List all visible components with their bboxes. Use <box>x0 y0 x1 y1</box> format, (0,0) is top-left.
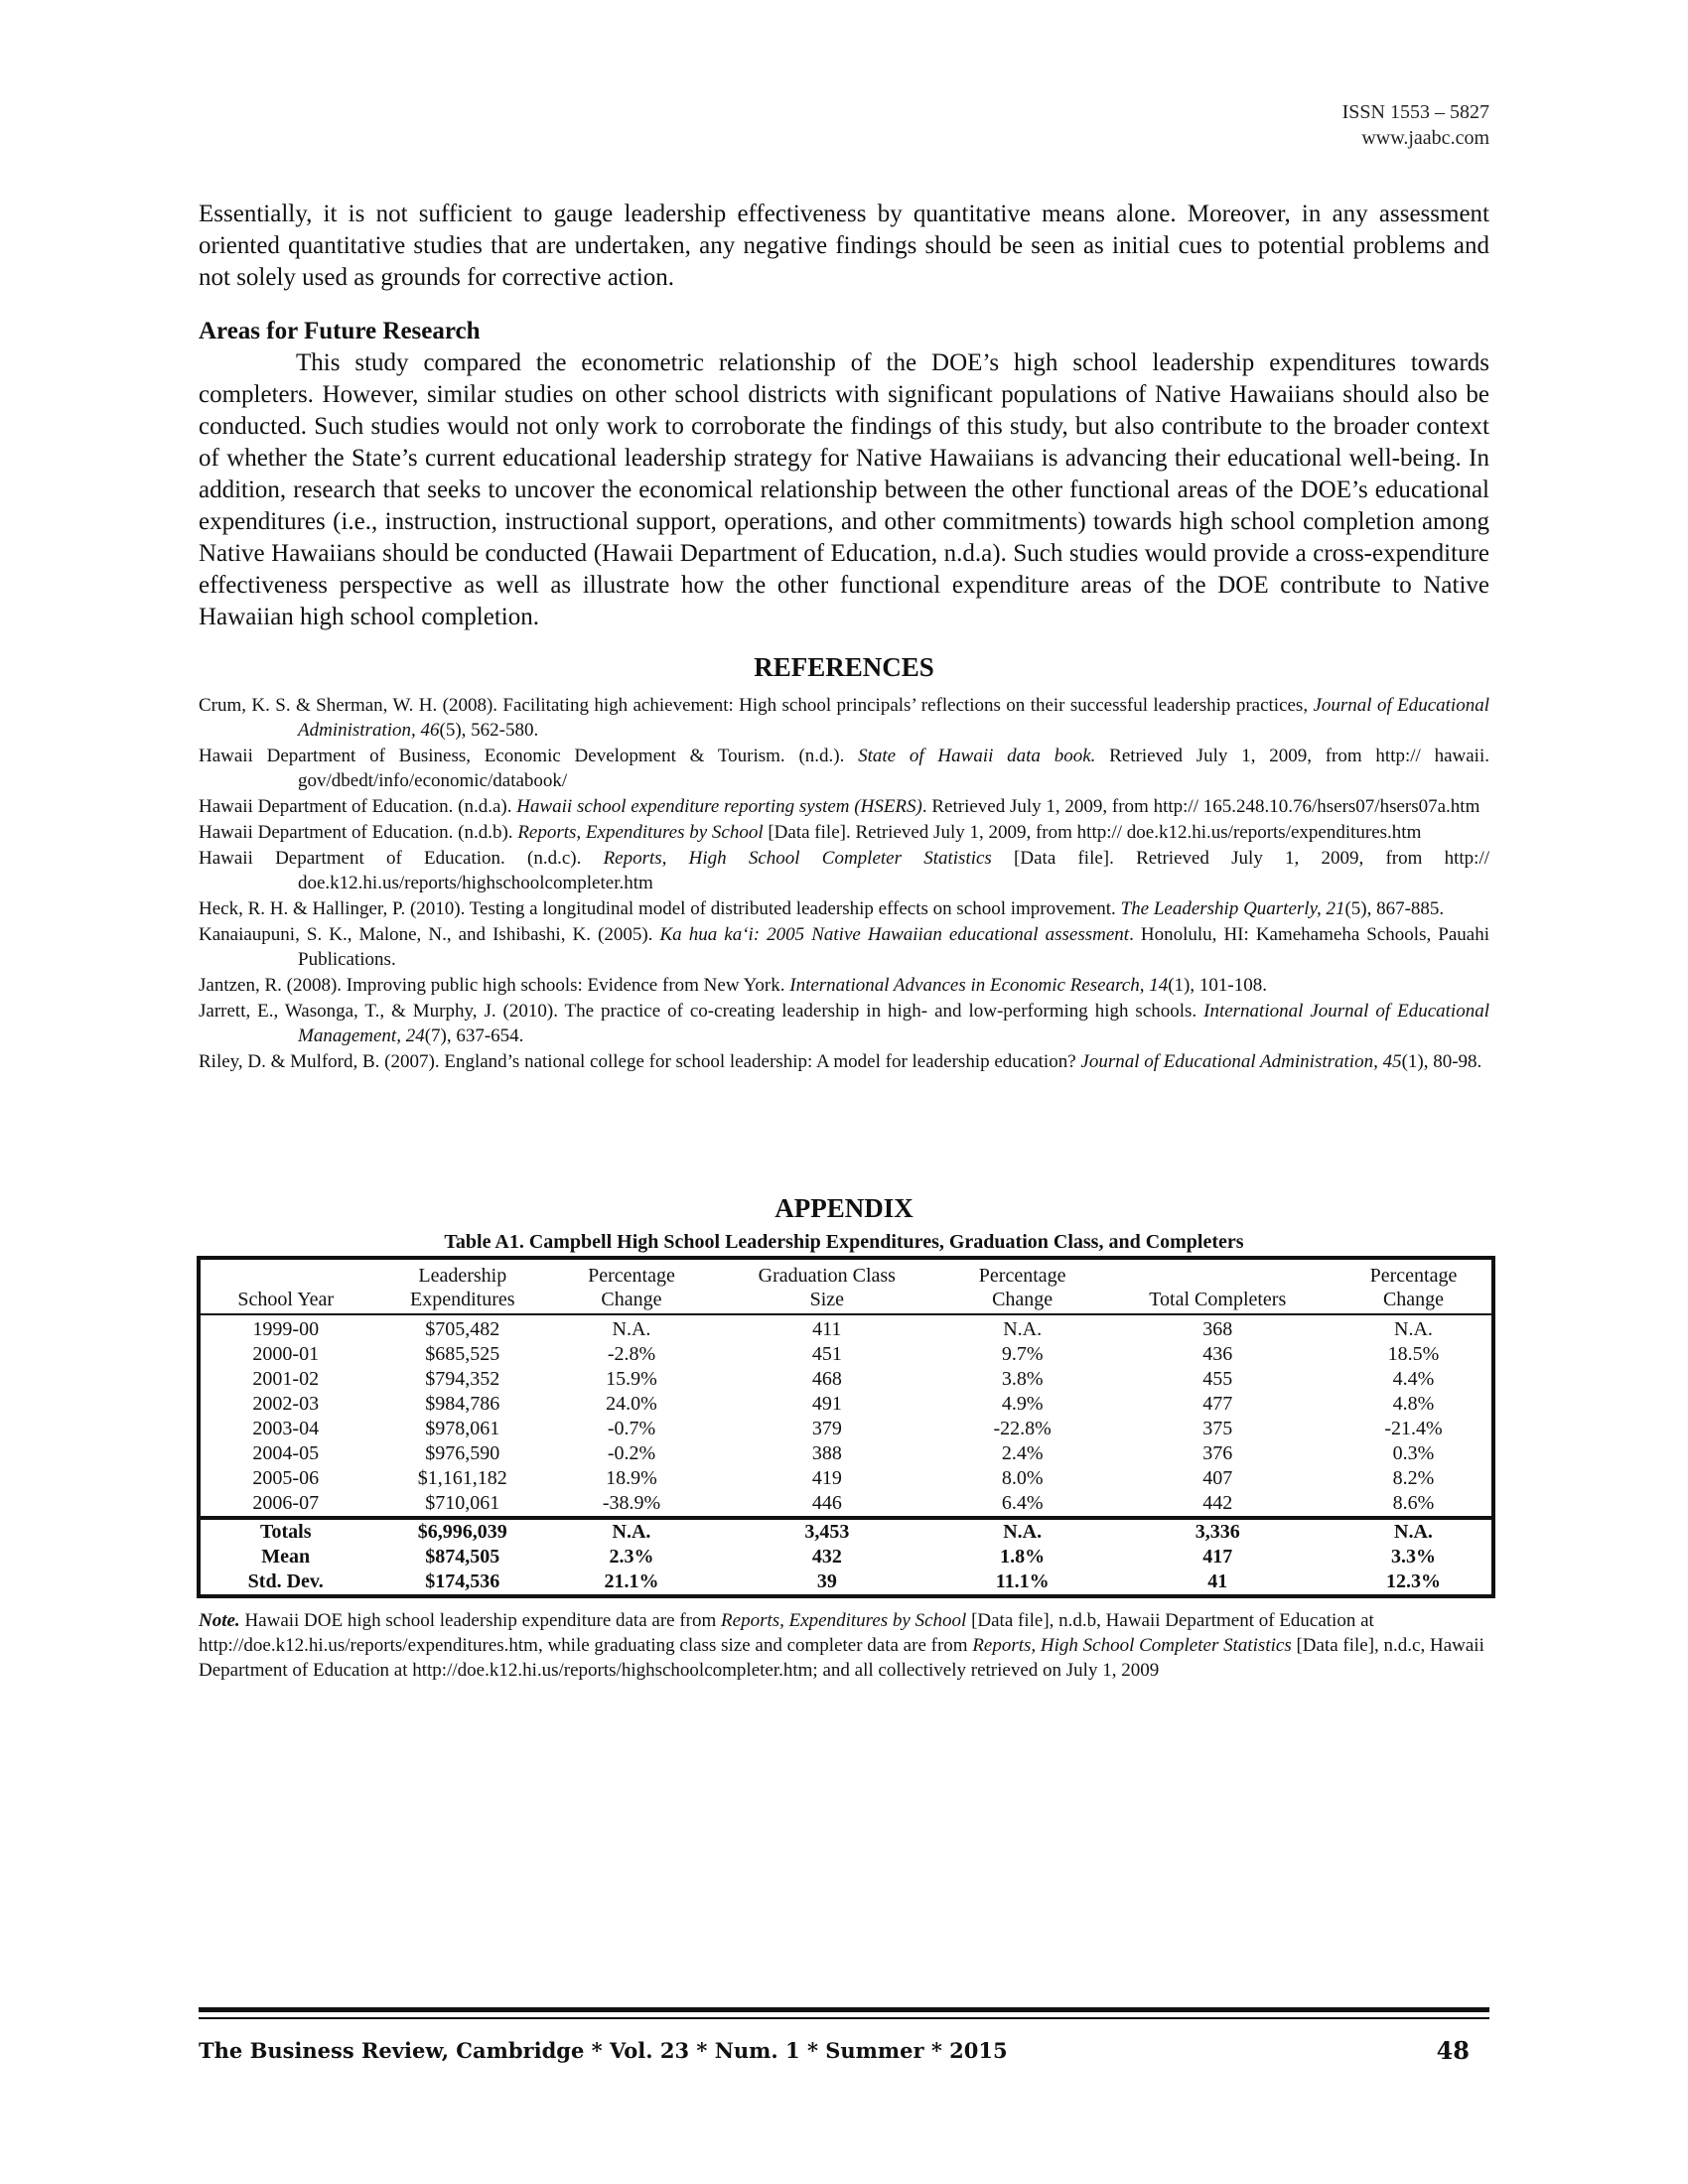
table-cell: 455 <box>1202 1368 1233 1390</box>
reference-text: Hawaii Department of Business, Economic Development & Tourism. (n.d.). <box>199 746 859 766</box>
reference-italic: International Journal of Educational Management, 24 <box>298 1001 1489 1046</box>
summary-cell: 2.3% <box>609 1546 654 1568</box>
summary-cell: Mean <box>261 1546 311 1568</box>
table-cell: 0.3% <box>1392 1442 1435 1464</box>
reference-item <box>199 973 1489 998</box>
column-header <box>370 1258 554 1314</box>
table-row <box>199 1314 1493 1342</box>
column-header <box>945 1258 1100 1314</box>
summary-cell: Totals <box>199 1518 370 1545</box>
table-cell: $976,590 <box>425 1442 500 1464</box>
table-cell: 419 <box>811 1467 842 1489</box>
table-cell: -22.8% <box>993 1418 1052 1439</box>
table-cell: 375 <box>1202 1418 1233 1439</box>
reference-italic: State of Hawaii data book. <box>858 746 1096 766</box>
table-row <box>199 1491 1493 1518</box>
table-cell: 491 <box>811 1393 842 1415</box>
table-cell: N.A. <box>612 1318 651 1340</box>
summary-cell: 12.3% <box>1386 1570 1441 1592</box>
table-cell: 2000-01 <box>252 1343 320 1365</box>
future-research-paragraph: This study compared the econometric relationship of the DOE’s high school leadership expenditures towards completers. However, similar studies on other school districts with significant populations of Native Hawaiians should also be conducted. Such studies would not only work to corroborate the findings of this study, but also contribute to the broader context of whether the State’s current educational leadership strategy for Native Hawaiians is advancing their educational well-being. In addition, research that seeks to uncover the economical relationship between the other functional areas of the DOE’s educational expenditures (i.e., instruction, instructional support, operations, and other commitments) towards high school completion among Native Hawaiians should be conducted (Hawaii Department of Education, n.d.a). Such studies would provide a cross-expenditure effectiveness perspective as well as illustrate how the other functional expenditure areas of the DOE contribute to Native Hawaiian high school completion. <box>199 349 1489 630</box>
reference-text: Crum, K. S. & Sherman, W. H. (2008). Facilitating high achievement: High school principals’ reflections on their successful leadership practices, <box>199 695 1314 716</box>
appendix-heading: APPENDIX <box>774 1193 914 1223</box>
column-header-line1: Percentage <box>978 1265 1066 1287</box>
reference-item <box>199 794 1489 819</box>
table-cell: 1999-00 <box>252 1318 320 1340</box>
table-cell: $794,352 <box>425 1368 500 1390</box>
reference-item <box>199 896 1489 921</box>
table-cell: 4.8% <box>1392 1393 1435 1415</box>
footer-rule-thick <box>199 2007 1489 2012</box>
reference-text-end: . Retrieved July 1, 2009, from http:// 165.248.10.76/hsers07/hsers07a.htm <box>921 796 1480 817</box>
reference-text-end: [Data file]. Retrieved July 1, 2009, from http:// doe.k12.hi.us/reports/highschoolcompleter.htm <box>298 848 1490 893</box>
footer-journal: The Business Review, Cambridge * Vol. 23 * Num. 1 * Summer * 2015 <box>199 2038 1008 2063</box>
note-label: Note. <box>199 1610 240 1631</box>
summary-cell: 39 <box>816 1570 837 1592</box>
reference-text: Hawaii Department of Education. (n.d.b). <box>199 822 518 843</box>
column-header-line1: Leadership <box>418 1265 507 1287</box>
reference-italic: Ka hua ka‘i: 2005 Native Hawaiian educational assessment <box>659 924 1130 945</box>
intro-paragraph: Essentially, it is not sufficient to gauge leadership effectiveness by quantitative means alone. Moreover, in any assessment oriented quantitative studies that are undertaken, any negative findings should be seen as initial cues to potential problems and not solely used as grounds for corrective action. <box>199 201 1489 291</box>
reference-text-end: [Data file]. Retrieved July 1, 2009, from http:// doe.k12.hi.us/reports/expenditures.htm <box>763 822 1422 843</box>
column-header-line1: Graduation Class <box>758 1265 896 1287</box>
table-cell: 436 <box>1202 1343 1233 1365</box>
table-cell: 2.4% <box>1001 1442 1044 1464</box>
column-header-line1 <box>1104 1264 1333 1288</box>
summary-row <box>199 1518 1493 1545</box>
footer-rule-thin <box>199 2017 1489 2019</box>
reference-text: Kanaiaupuni, S. K., Malone, N., and Ishibashi, K. (2005). <box>199 924 660 945</box>
column-header-line2: Expenditures <box>410 1289 515 1310</box>
table-cell: $710,061 <box>425 1492 500 1514</box>
table-cell: 8.6% <box>1392 1492 1435 1514</box>
table-cell: 411 <box>812 1318 842 1340</box>
column-header-line2: Total Completers <box>1149 1289 1287 1310</box>
table-cell: 2002-03 <box>252 1393 320 1415</box>
summary-cell: N.A. <box>554 1518 709 1545</box>
summary-cell: 3,453 <box>709 1518 945 1545</box>
note-italic-2: Reports, High School Completer Statistics <box>972 1635 1292 1656</box>
reference-item <box>199 693 1489 743</box>
reference-item <box>199 846 1489 895</box>
table-cell: 388 <box>811 1442 842 1464</box>
future-research-heading: Areas for Future Research <box>199 318 481 344</box>
reference-italic: Journal of Educational Administration, 45 <box>1080 1051 1402 1072</box>
column-header-line1: Percentage <box>1369 1265 1458 1287</box>
journal-header <box>1342 99 1489 151</box>
summary-row <box>199 1570 1493 1596</box>
column-header-line2: Change <box>601 1289 662 1310</box>
table-cell: -0.7% <box>607 1418 656 1439</box>
table-cell: $705,482 <box>425 1318 500 1340</box>
reference-item <box>199 744 1489 793</box>
table-cell: -2.8% <box>607 1343 656 1365</box>
summary-cell: $174,536 <box>425 1570 500 1592</box>
table-cell: 4.4% <box>1392 1368 1435 1390</box>
summary-row <box>199 1545 1493 1570</box>
table-cell: $1,161,182 <box>417 1467 507 1489</box>
column-header <box>554 1258 709 1314</box>
references-list <box>199 693 1489 1074</box>
table-cell: 2005-06 <box>252 1467 320 1489</box>
reference-text-end: . Honolulu, HI: Kamehameha Schools, Pauahi Publications. <box>298 924 1489 970</box>
reference-text: Riley, D. & Mulford, B. (2007). England’s national college for school leadership: A model for leadership education? <box>199 1051 1081 1072</box>
column-header-line2: Size <box>809 1289 845 1310</box>
table-cell: 18.9% <box>606 1467 657 1489</box>
expenditures-table <box>197 1256 1495 1598</box>
reference-text: Hawaii Department of Education. (n.d.a). <box>199 796 517 817</box>
references-heading: REFERENCES <box>754 652 934 682</box>
summary-cell: 432 <box>811 1546 842 1568</box>
reference-text-end: (5), 562-580. <box>439 720 539 741</box>
reference-italic: International Advances in Economic Research, 14 <box>789 975 1169 996</box>
table-cell: 446 <box>811 1492 842 1514</box>
table-cell: -21.4% <box>1384 1418 1443 1439</box>
table-cell: $685,525 <box>425 1343 500 1365</box>
reference-item <box>199 922 1489 972</box>
summary-cell: N.A. <box>945 1518 1100 1545</box>
reference-item <box>199 999 1489 1048</box>
page-footer <box>199 2037 1470 2065</box>
table-cell: 8.0% <box>1001 1467 1044 1489</box>
page-number: 48 <box>1436 2036 1470 2065</box>
table-cell: 451 <box>811 1343 842 1365</box>
note-text-1: Hawaii DOE high school leadership expenditure data are from <box>239 1610 722 1631</box>
table-cell: 4.9% <box>1001 1393 1044 1415</box>
table-cell: 24.0% <box>606 1393 657 1415</box>
issn-text: ISSN 1553 – 5827 <box>1341 101 1489 123</box>
table-cell: 2004-05 <box>252 1442 320 1464</box>
reference-italic: Reports, Expenditures by School <box>517 822 764 843</box>
table-row <box>199 1441 1493 1466</box>
note-italic-1: Reports, Expenditures by School <box>721 1610 967 1631</box>
reference-text-end: (1), 101-108. <box>1168 975 1267 996</box>
column-header <box>199 1258 370 1314</box>
table-note <box>199 1608 1489 1683</box>
table-cell: 2001-02 <box>252 1368 320 1390</box>
reference-text-end: (1), 80-98. <box>1401 1051 1482 1072</box>
table-cell: 2006-07 <box>252 1492 320 1514</box>
column-header <box>709 1258 945 1314</box>
reference-text: Hawaii Department of Education. (n.d.c). <box>199 848 604 869</box>
table-cell: 407 <box>1202 1467 1233 1489</box>
reference-text: Heck, R. H. & Hallinger, P. (2010). Testing a longitudinal model of distributed leadership effects on school improvement. <box>199 898 1121 919</box>
table-row <box>199 1392 1493 1417</box>
table-cell: 9.7% <box>1001 1343 1044 1365</box>
reference-text-end: (7), 637-654. <box>424 1025 524 1046</box>
summary-cell: 1.8% <box>1000 1546 1046 1568</box>
reference-item <box>199 820 1489 845</box>
note-text-2: [Data file], n.d.b, Hawaii Department of Education at http://doe.k12.hi.us/reports/expenditures.htm, while graduating class size and completer data are from <box>199 1610 1374 1656</box>
reference-italic: Hawaii school expenditure reporting system (HSERS) <box>516 796 922 817</box>
summary-cell: $874,505 <box>425 1546 500 1568</box>
table-cell: -0.2% <box>607 1442 656 1464</box>
summary-cell: 11.1% <box>995 1570 1050 1592</box>
reference-italic: The Leadership Quarterly, 21 <box>1120 898 1345 919</box>
table-row <box>199 1367 1493 1392</box>
table-cell: 2003-04 <box>252 1418 320 1439</box>
reference-text-end: Retrieved July 1, 2009, from http:// hawaii. gov/dbedt/info/economic/databook/ <box>298 746 1489 791</box>
table-caption: Table A1. Campbell High School Leadership Expenditures, Graduation Class, and Completers <box>444 1231 1244 1253</box>
table-cell: $984,786 <box>425 1393 500 1415</box>
reference-item <box>199 1049 1489 1074</box>
reference-italic: Reports, High School Completer Statistics <box>603 848 992 869</box>
summary-cell: $6,996,039 <box>370 1518 554 1545</box>
table-cell: -38.9% <box>602 1492 661 1514</box>
reference-text-end: (5), 867-885. <box>1344 898 1445 919</box>
table-row <box>199 1466 1493 1491</box>
table-cell: N.A. <box>1003 1318 1043 1340</box>
table-cell: 368 <box>1202 1318 1233 1340</box>
table-body <box>199 1314 1493 1596</box>
summary-cell: 3,336 <box>1100 1518 1336 1545</box>
note-text-3: [Data file], n.d.c, Hawaii Department of Education at http://doe.k12.hi.us/reports/highschoolcompleter.htm; and all collectively retrieved on July 1, 2009 <box>199 1635 1484 1681</box>
table-cell: 6.4% <box>1001 1492 1044 1514</box>
summary-cell: N.A. <box>1336 1518 1493 1545</box>
table-cell: 477 <box>1202 1393 1233 1415</box>
table-cell: $978,061 <box>425 1418 500 1439</box>
table-cell: 15.9% <box>606 1368 657 1390</box>
table-cell: 18.5% <box>1387 1343 1440 1365</box>
summary-cell: Std. Dev. <box>247 1570 324 1592</box>
column-header <box>1100 1258 1336 1314</box>
summary-cell: 41 <box>1207 1570 1228 1592</box>
website-text: www.jaabc.com <box>1361 127 1489 149</box>
column-header <box>1336 1258 1493 1314</box>
table-cell: 3.8% <box>1001 1368 1044 1390</box>
table-cell: N.A. <box>1394 1318 1433 1340</box>
column-header-line1: Percentage <box>588 1265 675 1287</box>
reference-text: Jarrett, E., Wasonga, T., & Murphy, J. (2010). The practice of co-creating leadership in high- and low-performing high schools. <box>199 1001 1204 1022</box>
page-content <box>199 199 1489 1683</box>
table-cell: 379 <box>811 1418 842 1439</box>
summary-cell: 21.1% <box>604 1570 659 1592</box>
summary-cell: 417 <box>1202 1546 1233 1568</box>
table-cell: 442 <box>1202 1492 1233 1514</box>
table-cell: 468 <box>811 1368 842 1390</box>
column-header-line2: Change <box>992 1289 1054 1310</box>
reference-text: Jantzen, R. (2008). Improving public high schools: Evidence from New York. <box>199 975 790 996</box>
table-row <box>199 1417 1493 1441</box>
table-row <box>199 1342 1493 1367</box>
table-header-row <box>199 1258 1493 1314</box>
table-cell: 8.2% <box>1392 1467 1435 1489</box>
column-header-line2: Change <box>1382 1289 1445 1310</box>
summary-cell: 3.3% <box>1391 1546 1436 1568</box>
column-header-line1 <box>205 1264 366 1288</box>
reference-italic: Journal of Educational Administration, 46 <box>298 695 1489 741</box>
column-header-line2: School Year <box>237 1289 335 1310</box>
table-cell: 376 <box>1202 1442 1233 1464</box>
